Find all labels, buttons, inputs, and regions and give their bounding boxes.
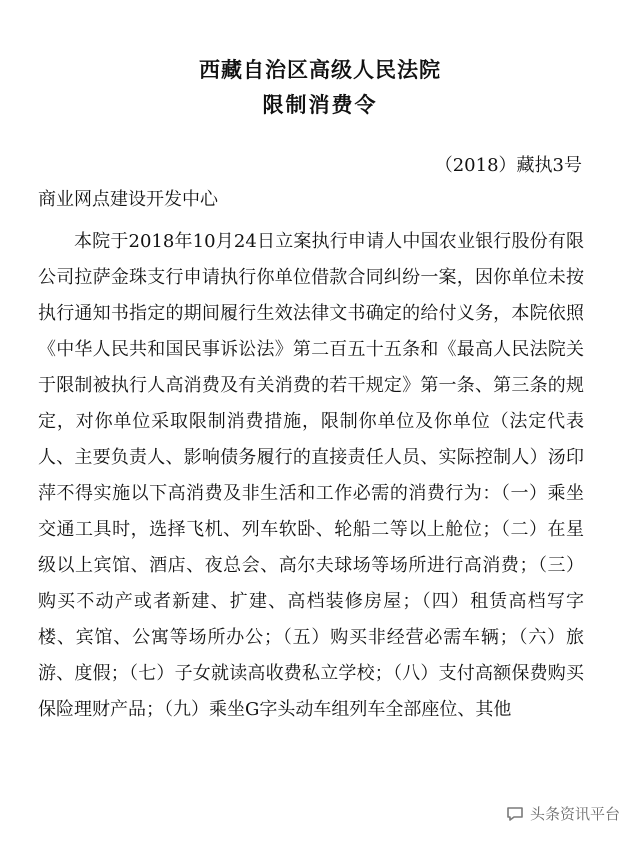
court-name: 西藏自治区高级人民法院 [199,58,441,82]
body-paragraph: 本院于2018年10月24日立案执行申请人中国农业银行股份有限公司拉萨金珠支行申请执行你单位借款合同纠纷一案，因你单位未按执行通知书指定的期间履行生效法律文书确定的给付义务，本院依照《中华人民共和国民事诉讼法》第二百五十五条和《最高人民法院关于限制被执行人高消费及有关消费的若干规定》第一条、第三条的规定，对你单位采取限制消费措施，限制你单位及你单位（法定代表人、主要负责人、影响债务履行的直接责任人员、实际控制人）汤印萍不得实施以下高消费及非生活和工作必需的消费行为：（一）乘坐交通工具时，选择飞机、列车软卧、轮船二等以上舱位；（二）在星级以上宾馆、酒店、夜总会、高尔夫球场等场所进行高消费；（三）购买不动产或者新建、扩建、高档装修房屋；（四）租赁高档写字楼、宾馆、公寓等场所办公；（五）购买非经营必需车辆；（六）旅游、度假；（七）子女就读高收费私立学校；（八）支付高额保费购买保险理财产品；（九）乘坐G字头动车组列车全部座位、其他 [38,231,584,720]
recipient: 商业网点建设开发中心 [38,189,218,210]
document-title: 限制消费令 [262,93,378,117]
chat-bubble-icon [506,806,524,822]
watermark-text: 头条资讯平台 [529,805,620,823]
watermark [500,801,626,826]
case-number: （2018）藏执3号 [434,155,582,176]
